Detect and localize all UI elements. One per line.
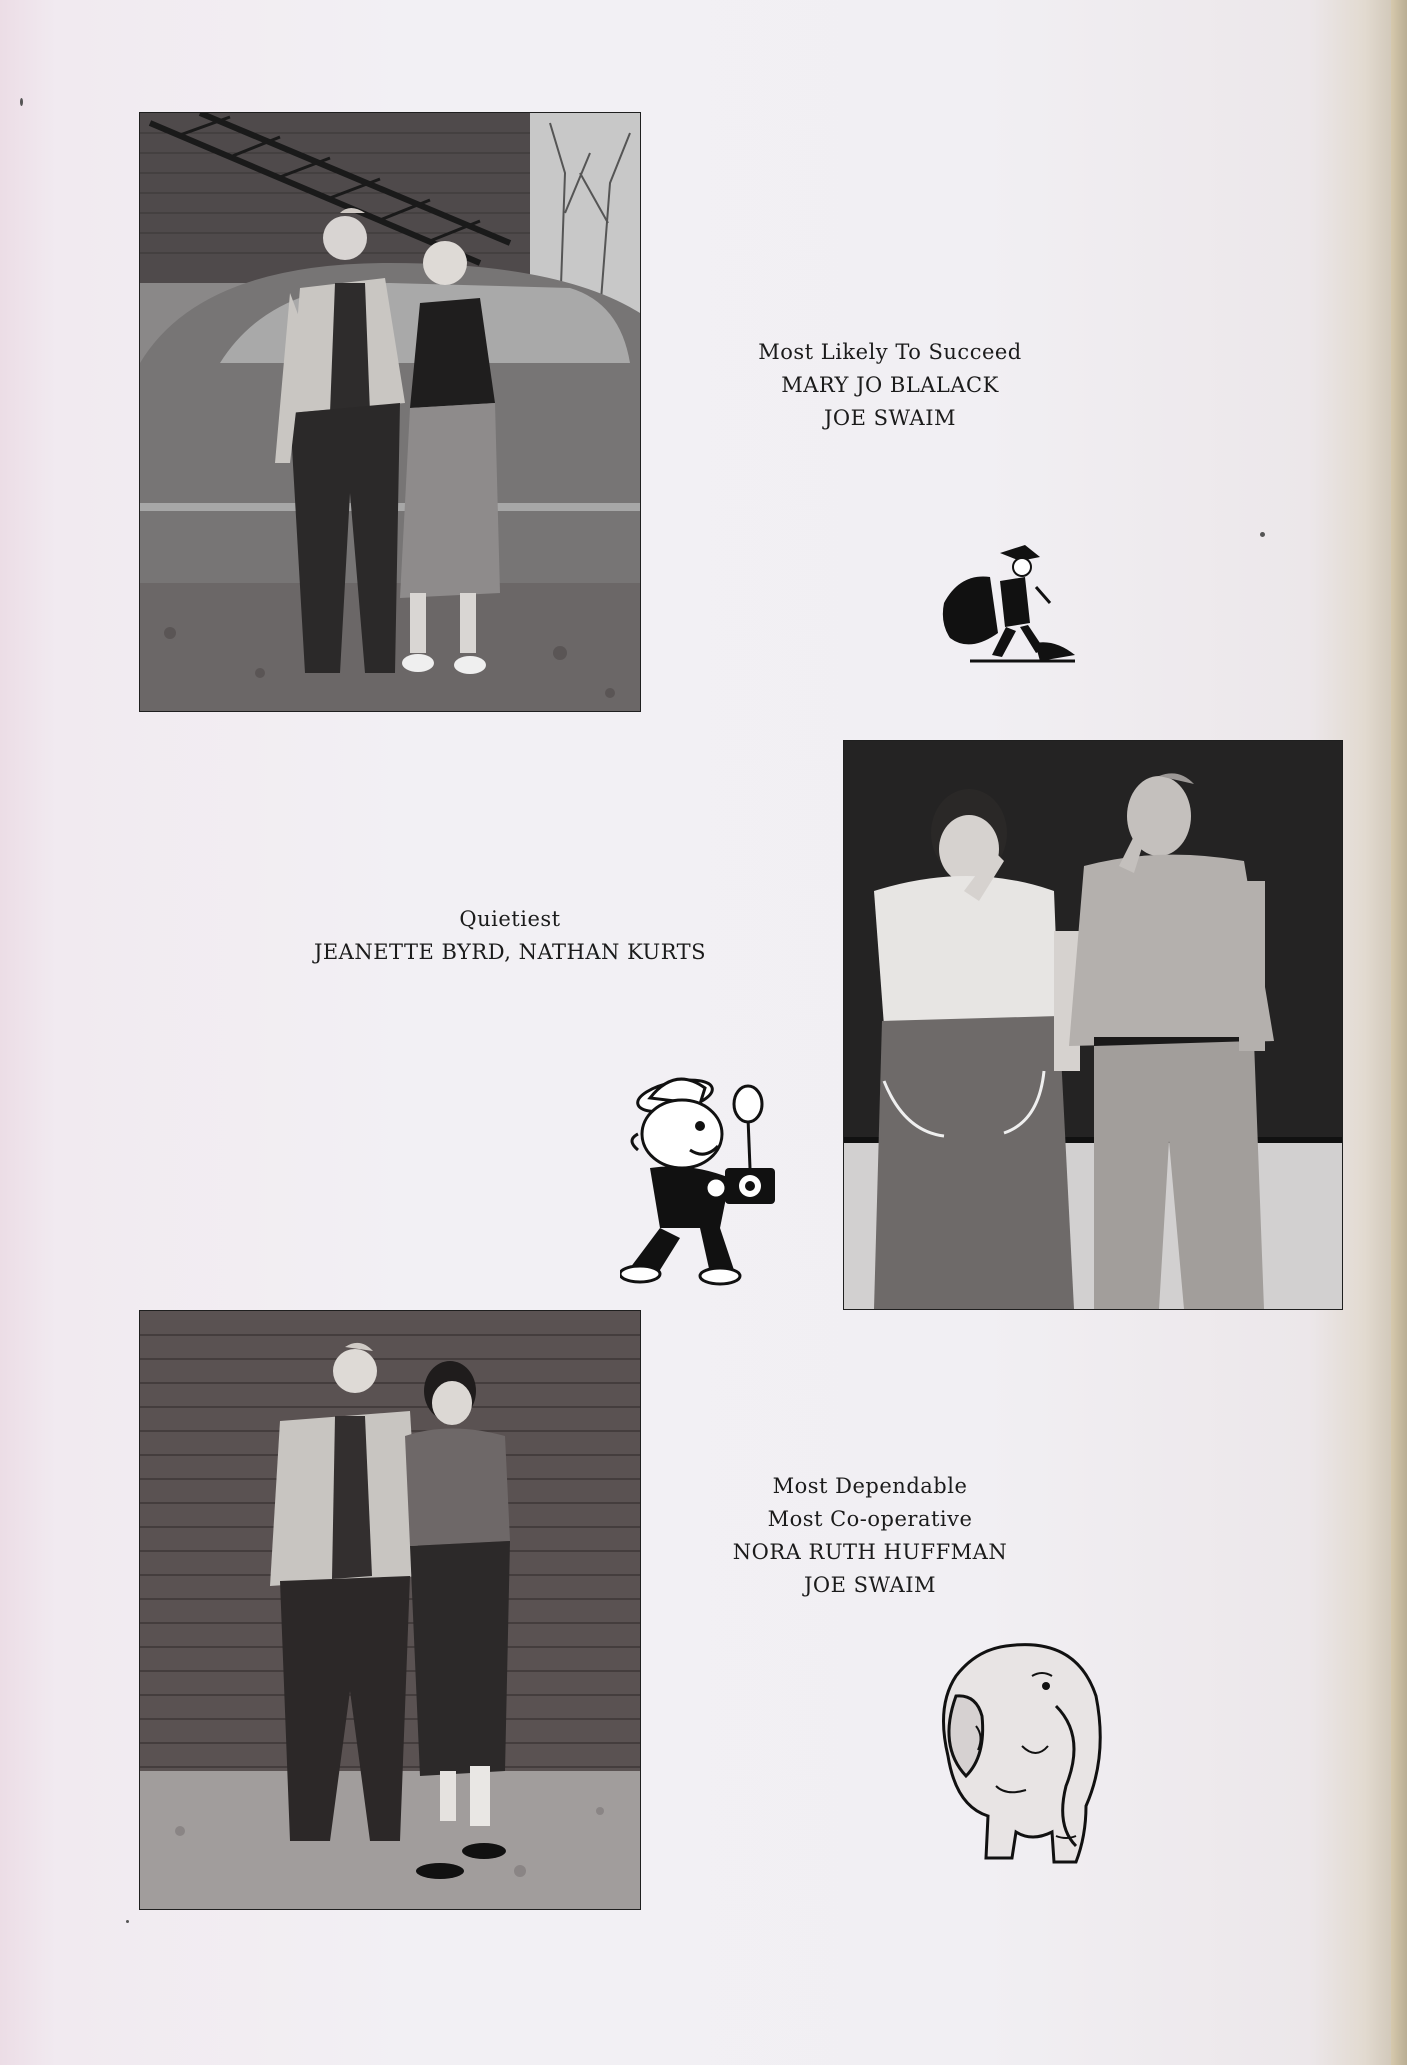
photo-1-image (140, 113, 640, 711)
matador-cartoon-icon (940, 543, 1080, 669)
award-title: Most Dependable (772, 1474, 968, 1498)
caption-most-dependable (680, 1470, 1060, 1602)
photo-most-likely-to-succeed (139, 112, 641, 712)
photo-most-dependable (139, 1310, 641, 1910)
student-names: JEANETTE BYRD, NATHAN KURTS (313, 940, 707, 964)
caption-most-likely-to-succeed (700, 336, 1080, 435)
caption-quietiest (290, 903, 730, 969)
student-name: NORA RUTH HUFFMAN (732, 1540, 1008, 1564)
page-edge (1391, 0, 1407, 2065)
paper-speck (1260, 532, 1265, 537)
award-title: Most Likely To Succeed (758, 340, 1022, 364)
paper-speck (126, 1920, 129, 1923)
student-name: JOE SWAIM (823, 406, 957, 430)
paper-speck (20, 98, 23, 106)
elephant-cartoon-icon (936, 1636, 1108, 1870)
photographer-cartoon-icon (620, 1068, 802, 1286)
award-title: Quietiest (459, 907, 561, 931)
photo-3-image (140, 1311, 640, 1909)
photo-2-image (844, 741, 1342, 1309)
photo-quietiest (843, 740, 1343, 1310)
award-title: Most Co-operative (767, 1507, 973, 1531)
student-name: JOE SWAIM (803, 1573, 937, 1597)
student-name: MARY JO BLALACK (781, 373, 999, 397)
